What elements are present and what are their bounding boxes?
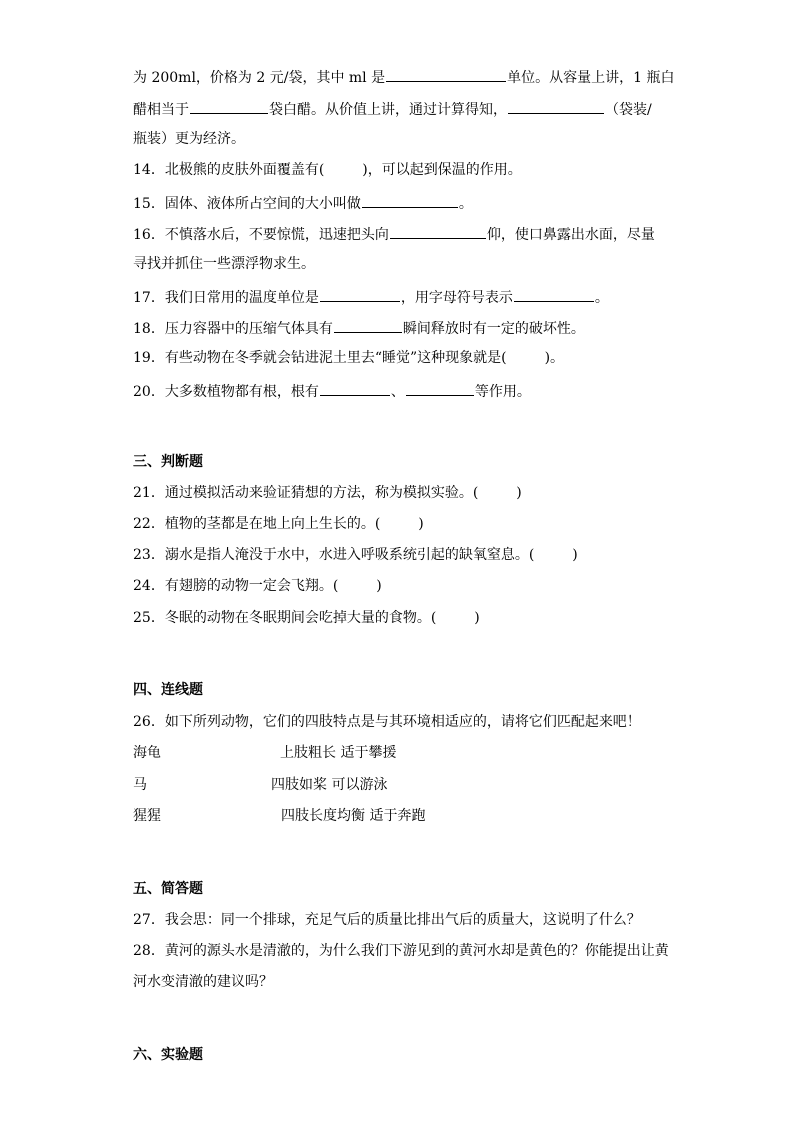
answer-blank[interactable] (514, 286, 594, 302)
judge-text: 21．通过模拟活动来验证猜想的方法，称为模拟实验。( (133, 485, 479, 501)
section-title-judge: 三、判断题 (133, 454, 203, 470)
q17-text-b: ，用字母符号表示 (400, 290, 513, 306)
q14-text-b: )，可以起到保温的作用。 (362, 162, 522, 178)
match-left-item[interactable]: 海龟 (133, 745, 161, 761)
q13-line1 (133, 66, 674, 88)
q18-text-a: 18．压力容器中的压缩气体具有 (133, 321, 333, 337)
judge-close: ) (516, 485, 522, 501)
q20-text-a: 20．大多数植物都有根，根有 (133, 384, 319, 400)
q28-line2: 河水变清澈的建议吗？ (133, 974, 273, 990)
judge-item (133, 514, 424, 534)
q19 (133, 348, 564, 368)
q16-text-b: 仰，使口鼻露出水面，尽量 (486, 227, 655, 243)
answer-blank[interactable] (362, 192, 458, 208)
q13-text-b: 单位。从容量上讲，1 瓶白 (507, 70, 675, 86)
q13-text-e: （袋装/ (605, 102, 652, 118)
match-right-item[interactable]: 上肢粗长 适于攀援 (280, 745, 397, 761)
q26-text: 26．如下所列动物，它们的四肢特点是与其环境相适应的，请将它们匹配起来吧！ (133, 714, 641, 730)
judge-text: 24．有翅膀的动物一定会飞翔。( (133, 578, 339, 594)
q20 (133, 380, 531, 402)
judge-close: ) (376, 578, 382, 594)
q17-text-a: 17．我们日常用的温度单位是 (133, 290, 319, 306)
answer-blank[interactable] (386, 66, 506, 82)
q14 (133, 160, 522, 180)
q15-text-a: 15．固体、液体所占空间的大小叫做 (133, 196, 361, 212)
q14-text-a: 14．北极熊的皮肤外面覆盖有( (133, 162, 325, 178)
answer-blank[interactable] (320, 380, 390, 396)
answer-blank[interactable] (334, 317, 402, 333)
q15-text-b: 。 (458, 196, 473, 212)
q13-text-c: 醋相当于 (133, 102, 189, 118)
q16-line2: 寻找并抓住一些漂浮物求生。 (133, 256, 315, 272)
q27-text: 27．我会思：同一个排球，充足气后的质量比排出气后的质量大，这说明了什么？ (133, 912, 641, 928)
q13-text-d: 袋白醋。从价值上讲，通过计算得知， (269, 102, 507, 118)
section-title-experiment: 六、实验题 (133, 1047, 203, 1063)
match-right-item[interactable]: 四肢长度均衡 适于奔跑 (281, 808, 426, 824)
judge-item (133, 608, 480, 628)
q19-text-a: 19．有些动物在冬季就会钻进泥土里去“睡觉”这种现象就是( (133, 350, 507, 366)
answer-blank[interactable] (320, 286, 400, 302)
q18-text-b: 瞬间释放时有一定的破坏性。 (402, 321, 585, 337)
answer-blank[interactable] (190, 98, 268, 114)
q16-text-a: 16．不慎落水后，不要惊慌，迅速把头向 (133, 227, 389, 243)
judge-text: 25．冬眠的动物在冬眠期间会吃掉大量的食物。( (133, 610, 437, 626)
section-title-matching: 四、连线题 (133, 682, 203, 698)
q17-text-c: 。 (594, 290, 609, 306)
match-left-item[interactable]: 马 (133, 777, 147, 793)
judge-text: 22．植物的茎都是在地上向上生长的。( (133, 516, 381, 532)
match-left-item[interactable]: 猩猩 (133, 808, 161, 824)
q13-text-a: 为 200ml，价格为 2 元/袋，其中 ml 是 (133, 70, 386, 86)
q20-text-c: 等作用。 (474, 384, 531, 400)
q28-line1: 28．黄河的源头水是清澈的，为什么我们下游见到的黄河水却是黄色的？你能提出让黄 (133, 943, 669, 959)
q20-text-b: 、 (390, 384, 405, 400)
answer-blank[interactable] (390, 223, 486, 239)
judge-item (133, 576, 382, 596)
q18 (133, 317, 585, 339)
judge-close: ) (572, 547, 578, 563)
match-right-item[interactable]: 四肢如桨 可以游泳 (271, 777, 388, 793)
judge-item (133, 545, 578, 565)
q16-line1 (133, 223, 655, 245)
q13-line2 (133, 98, 652, 120)
q15 (133, 192, 473, 214)
section-title-short-answer: 五、简答题 (133, 881, 203, 897)
judge-text: 23．溺水是指人淹没于水中，水进入呼吸系统引起的缺氧窒息。( (133, 547, 535, 563)
answer-blank[interactable] (406, 380, 474, 396)
q13-line3: 瓶装）更为经济。 (133, 131, 245, 147)
judge-item (133, 483, 522, 503)
judge-close: ) (418, 516, 424, 532)
answer-blank[interactable] (508, 98, 604, 114)
q17 (133, 286, 609, 308)
judge-close: ) (474, 610, 480, 626)
q19-text-b: )。 (544, 350, 565, 366)
